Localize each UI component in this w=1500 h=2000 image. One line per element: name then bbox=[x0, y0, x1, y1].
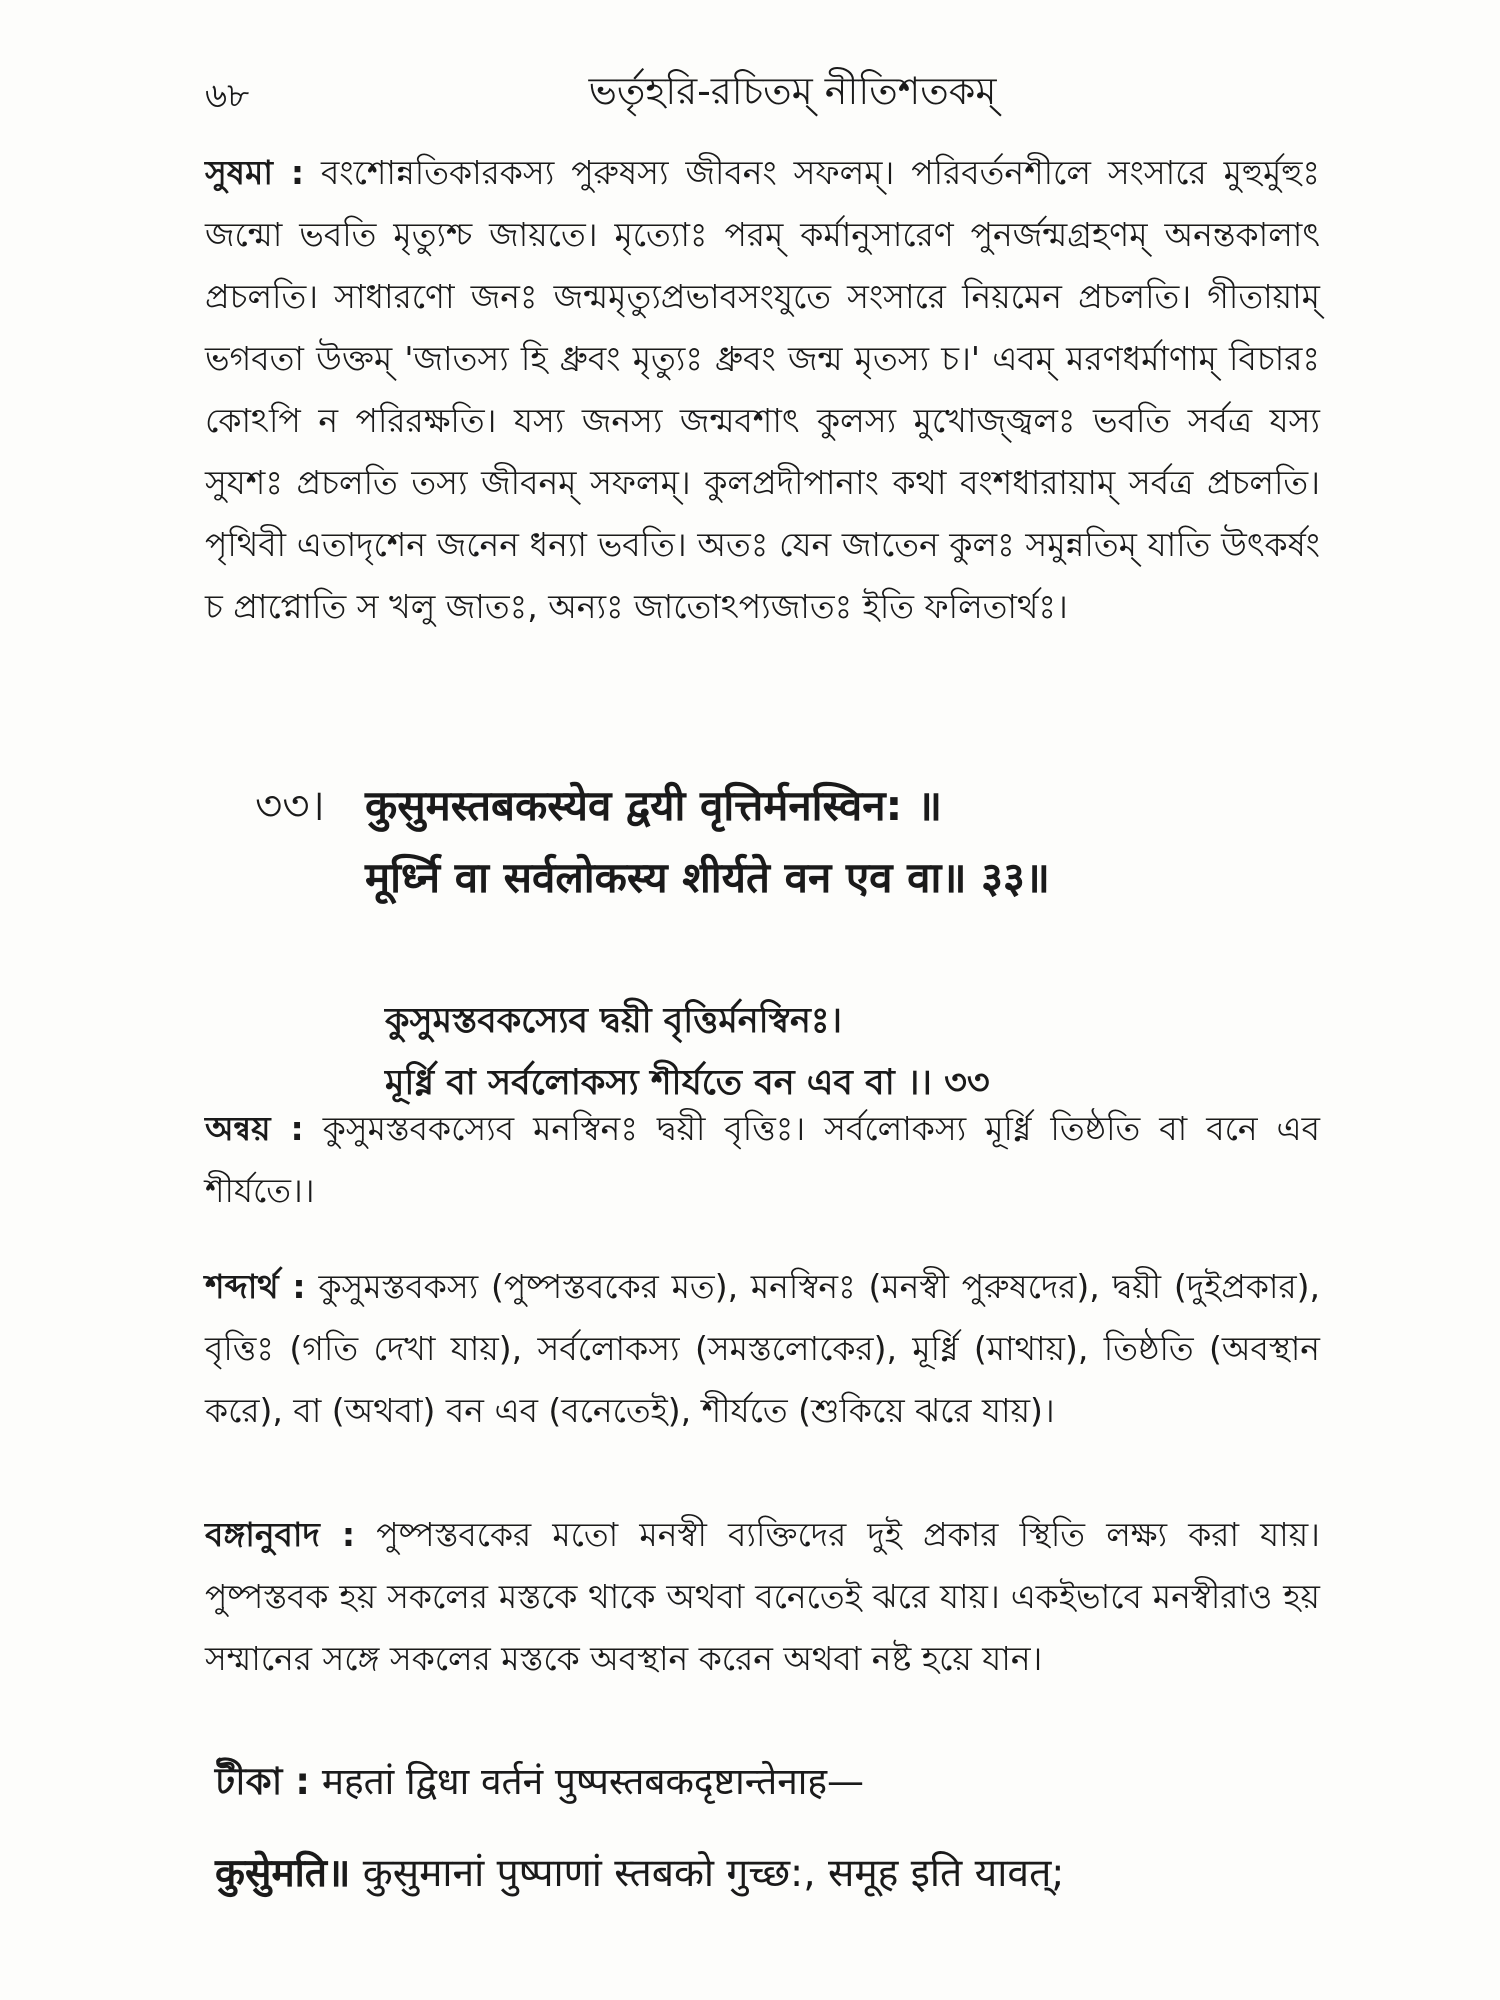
tika-line bbox=[215, 1748, 1315, 1816]
tika-text: महतां द्विधा वर्तनं पुष्पस्तबकदृष्टान्तेनाह— bbox=[321, 1760, 864, 1803]
verse-bengali bbox=[385, 990, 1285, 1114]
anvaya-paragraph bbox=[205, 1098, 1320, 1222]
bengali-verse-line-1: কুসুমস্তবকস্যেব দ্বয়ী বৃত্তির্মনস্বিনঃ। bbox=[385, 1001, 843, 1041]
susama-label: সুষমা : bbox=[205, 153, 305, 192]
anvaya-text: কুসুমস্তবকস্যেব মনস্বিনঃ দ্বয়ী বৃত্তিঃ। সর্বলোকস্য মূর্ধ্নি তিষ্ঠতি বা বনে এব শীর্যতে।। bbox=[205, 1109, 1321, 1210]
bengali-verse-line-2: মূর্ধ্নি বা সর্বলোকস্য শীর্যতে বন এব বা ।। ৩৩ bbox=[385, 1063, 990, 1103]
tika-line2-text: कुसुमानां पुष्पाणां स्तबको गुच्छ:, समूह इति यावत्; bbox=[362, 1851, 1065, 1896]
page-header bbox=[205, 62, 1320, 122]
bangla-translation-paragraph bbox=[205, 1504, 1320, 1690]
sabdartha-label: শব্দার্থ : bbox=[205, 1267, 306, 1306]
bangla-text: পুষ্পস্তবকের মতো মনস্বী ব্যক্তিদের দুই প্রকার স্থিতি লক্ষ্য করা যায়। পুষ্পস্তবক হয় সকলের মস্তকে থাকে অথবা বনেতেই ঝরে যায়। একইভাবে মনস্বীরাও হয় সম্মানের সঙ্গে সকলের মস্তকে অবস্থান করেন অথবা নষ্ট হয়ে যান। bbox=[205, 1515, 1320, 1678]
tika-line2-label: कुसुेमति॥ bbox=[215, 1851, 351, 1896]
verse-number: ৩৩। bbox=[255, 781, 325, 830]
susama-paragraph bbox=[205, 142, 1320, 638]
verse-line-1 bbox=[255, 770, 1255, 842]
sabdartha-paragraph bbox=[205, 1256, 1320, 1442]
verse-line-2: मूर्ध्नि वा सर्वलोकस्य शीर्यते वन एव वा॥ ३३॥ bbox=[365, 853, 1050, 902]
tika-label: টীকা : bbox=[215, 1760, 311, 1803]
bangla-label: বঙ্গানুবাদ : bbox=[205, 1515, 356, 1554]
susama-text: বংশোন্নতিকারকস্য পুরুষস্য জীবনং সফলম্। পরিবর্তনশীলে সংসারে মুহুর্মুহুঃ জন্মো ভবতি মৃত্যুশ্চ জায়তে। মৃত্যোঃ পরম্ কর্মানুসারেণ পুনর্জন্মগ্রহণম্ অনন্তকালাৎ প্রচলতি। সাধারণো জনঃ জন্মমৃত্যুপ্রভাবসংযুতে সংসারে নিয়মেন প্রচলতি। গীতায়াম্ ভগবতা উক্তম্ 'জাতস্য হি ধ্রুবং মৃত্যুঃ ধ্রুবং জন্ম মৃতস্য চ।' এবম্ মরণধর্মাণাম্ বিচারঃ কোঽপি ন পরিরক্ষতি। যস্য জনস্য জন্মবশাৎ কুলস্য মুখোজ্জ্বলঃ ভবতি সর্বত্র যস্য সুযশঃ প্রচলতি তস্য জীবনম্ সফলম্। কুলপ্রদীপানাং কথা বংশধারায়াম্ সর্বত্র প্রচলতি। পৃথিবী এতাদৃশেন জনেন ধন্যা ভবতি। অতঃ যেন জাতেন কুলঃ সমুন্নতিম্ যাতি উৎকর্ষং চ প্রাপ্নোতি স খলু জাতঃ, অন্যঃ জাতোঽপ্যজাতঃ ইতি ফলিতার্থঃ। bbox=[205, 153, 1320, 626]
verse-devanagari bbox=[255, 770, 1255, 914]
page-number: ৬৮ bbox=[205, 76, 250, 116]
tika-commentary-line bbox=[215, 1840, 1320, 1908]
anvaya-label: অন্বয় : bbox=[205, 1109, 304, 1148]
sabdartha-text: কুসুমস্তবকস্য (পুষ্পস্তবকের মত), মনস্বিনঃ (মনস্বী পুরুষদের), দ্বয়ী (দুইপ্রকার), বৃত্তিঃ (গতি দেখা যায়), সর্বলোকস্য (সমস্তলোকের), মূর্ধ্নি (মাথায়), তিষ্ঠতি (অবস্থান করে), বা (অথবা) বন এব (বনেতেই), শীর্যতে (শুকিয়ে ঝরে যায়)। bbox=[205, 1267, 1321, 1430]
verse-line-1-text: कुसुमस्तबकस्येव द्वयी वृत्तिर्मनस्विन: ॥ bbox=[365, 781, 943, 830]
running-title: ভর্তৃহরি-রচিতম্ নীতিশতকম্ bbox=[588, 69, 997, 113]
